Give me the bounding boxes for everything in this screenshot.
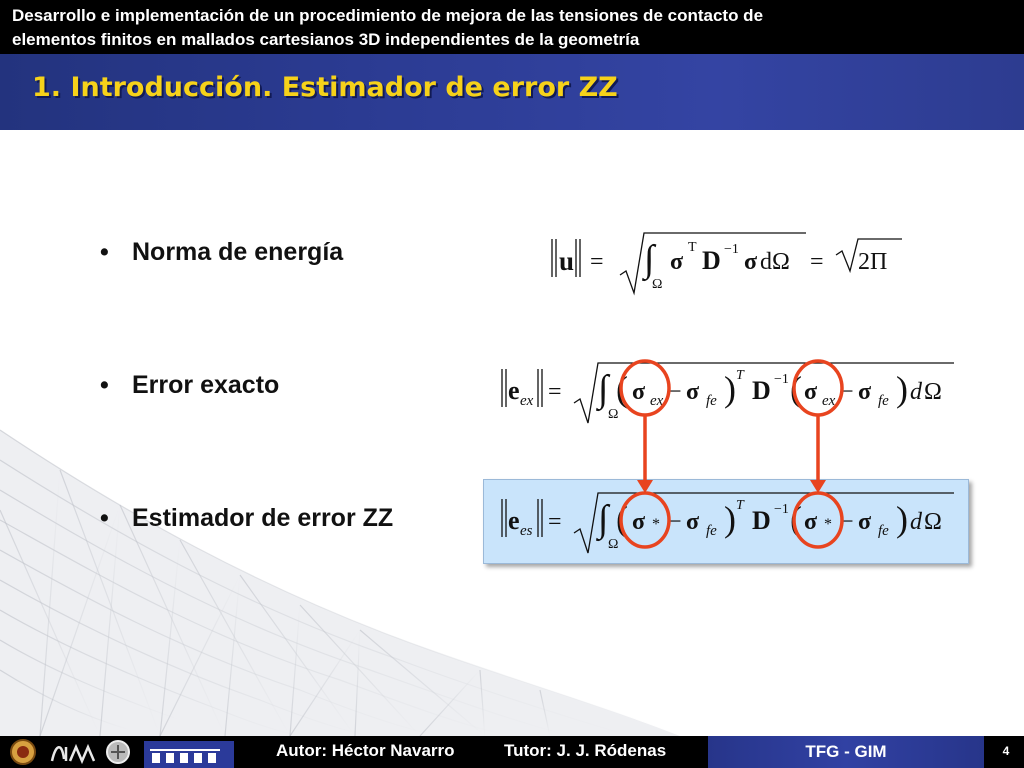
formula-matrix-d: D [702,246,721,275]
formula-sigma: σ [744,249,758,275]
formula-paren: ) [896,499,908,539]
energy-norm-formula [548,225,908,300]
presentation-title-line1: Desarrollo e implementación de un procedimiento de mejora de las tensiones de contacto de [12,6,764,25]
page-number: 4 [1002,744,1010,758]
formula-paren: ( [616,499,628,539]
formula-subscript: fe [878,523,889,539]
bullet-energy-norm [100,238,343,267]
bullet-zz-estimator [100,504,393,533]
formula-differential: dΩ [760,249,790,275]
department-seal-icon [104,739,132,765]
formula-symbol-e: e [508,376,520,405]
formula-star: * [824,516,832,533]
bullet-dot-icon: • [100,504,109,532]
formula-equals: = [590,249,604,275]
formula-paren: ) [724,369,736,409]
formula-matrix-d: D [752,376,771,405]
school-logo-icon [48,739,98,765]
footer-logos [0,736,270,768]
formula-paren: ( [790,369,802,409]
formula-sigma: σ [858,509,872,535]
formula-minus: − [840,379,854,405]
formula-minus: − [668,379,682,405]
formula-subscript: ex [650,393,664,409]
formula-sigma: σ [686,379,700,405]
formula-inverse: −1 [724,242,739,257]
footer-program-label: TFG - GIM [708,736,984,768]
slide-footer [0,736,1024,768]
university-seal-icon [8,739,38,765]
formula-domain-omega: Ω [652,277,663,292]
formula-equals: = [548,379,562,405]
bullet-label: Error exacto [132,371,280,399]
formula-star: * [652,516,660,533]
formula-sigma: σ [686,509,700,535]
footer-author: Autor: Héctor Navarro [276,741,455,760]
bullet-exact-error [100,371,279,400]
bullet-dot-icon: • [100,238,109,266]
formula-transpose: T [736,368,744,383]
formula-omega: Ω [924,509,942,535]
formula-inverse: −1 [774,372,789,387]
formula-paren: ( [790,499,802,539]
formula-minus: − [668,509,682,535]
zz-error-formula [498,485,968,560]
section-header [0,54,1024,130]
integral-sign: ∫ [644,238,655,280]
formula-subscript: ex [822,393,836,409]
bullet-dot-icon: • [100,371,109,399]
exact-error-formula [498,355,968,430]
group-logo-icon [144,741,234,768]
formula-equals: = [810,249,824,275]
formula-subscript: es [520,523,533,539]
formula-subscript: ex [520,393,534,409]
slide-body [0,130,1024,736]
formula-subscript: fe [706,523,717,539]
integral-sign: ∫ [598,498,609,540]
formula-symbol-u: u [559,246,575,276]
formula-omega: Ω [924,379,942,405]
formula-symbol-e: e [508,506,520,535]
formula-sigma: σ [670,249,684,275]
formula-subscript: fe [878,393,889,409]
footer-tutor: Tutor: J. J. Ródenas [504,741,667,760]
formula-domain-omega: Ω [608,537,619,552]
formula-equals: = [548,509,562,535]
formula-sigma: σ [858,379,872,405]
integral-sign: ∫ [598,368,609,410]
formula-matrix-d: D [752,506,771,535]
formula-paren: ) [896,369,908,409]
formula-subscript: fe [706,393,717,409]
formula-differential-d: d [910,509,922,535]
formula-differential-d: d [910,379,922,405]
formula-paren: ( [616,369,628,409]
formula-minus: − [840,509,854,535]
bullet-label: Norma de energía [132,238,344,266]
formula-paren: ) [724,499,736,539]
presentation-title-bar [0,0,1024,54]
mesh-background-graphic [0,130,1024,736]
presentation-title-line2: elementos finitos en mallados cartesianos 3D independientes de la geometría [12,30,640,49]
formula-sigma: σ [632,509,646,535]
formula-two-pi: 2Π [858,249,888,275]
bullet-label: Estimador de error ZZ [132,504,394,532]
formula-transpose: T [688,240,697,255]
formula-transpose: T [736,498,744,513]
formula-domain-omega: Ω [608,407,619,422]
formula-sigma: σ [804,379,818,405]
formula-sigma: σ [804,509,818,535]
formula-sigma: σ [632,379,646,405]
section-title: 1. Introducción. Estimador de error ZZ [32,72,618,103]
formula-inverse: −1 [774,502,789,517]
